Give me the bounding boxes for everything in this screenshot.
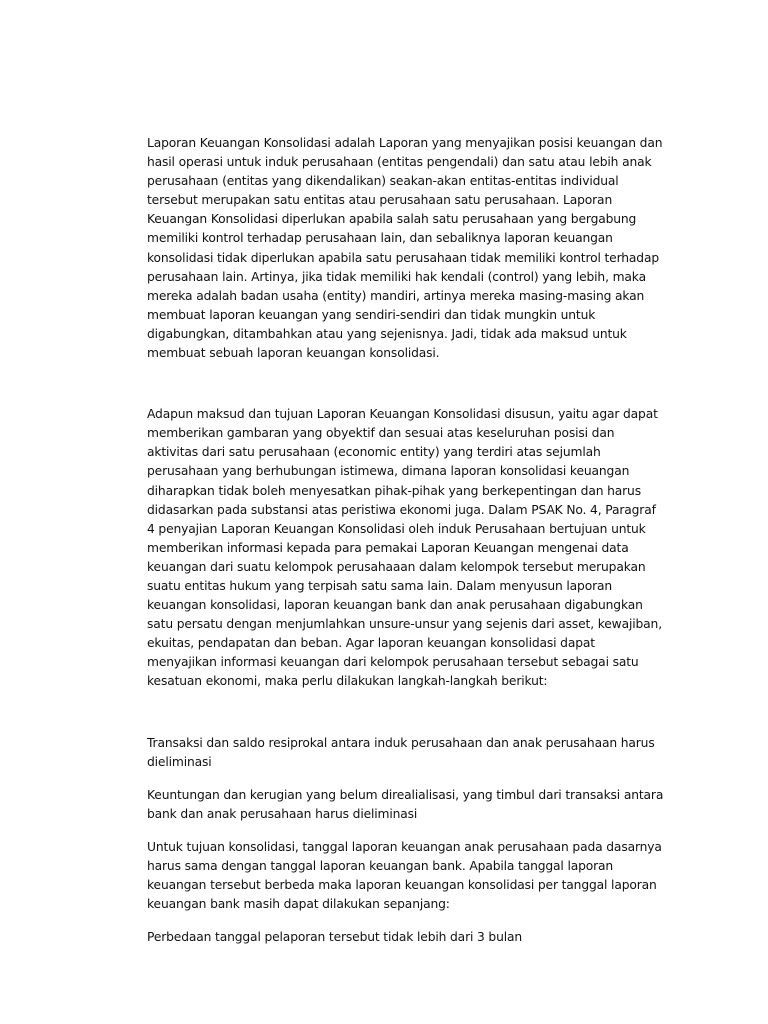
paragraph-condition: Perbedaan tanggal pelaporan tersebut tidak lebih dari 3 bulan [147,930,523,945]
paragraph-step-elimination: Transaksi dan saldo resiprokal antara induk perusahaan dan anak perusahaan harus dieliminasi [147,735,655,769]
paragraph-step-unrealized: Keuntungan dan kerugian yang belum direalialisasi, yang timbul dari transaksi antara bank dan anak perusahaan harus dieliminasi [147,787,664,821]
paragraph-purpose: Adapun maksud dan tujuan Laporan Keuangan Konsolidasi disusun, yaitu agar dapat memberikan gambaran yang obyektif dan sesuai atas keseluruhan posisi dan aktivitas dari satu perusahaan (economic entity) yang terdiri atas sejumlah perusahaan yang berhubungan istimewa, dimana laporan konsolidasi keuangan diharapkan tidak boleh menyesatkan pihak-pihak yang berkepentingan dan harus didasarkan pada substansi atas peristiwa ekonomi juga. Dalam PSAK No. 4, Paragraf 4 penyajian Laporan Keuangan Konsolidasi oleh induk Perusahaan bertujuan untuk memberikan informasi kepada para pemakai Laporan Keuangan mengenai data keuangan dari suatu kelompok perusahaaan dalam kelompok tersebut merupakan suatu entitas hukum yang terpisah satu sama lain. Dalam menyusun laporan keuangan konsolidasi, laporan keuangan bank dan anak perusahaan digabungkan satu persatu dengan menjumlahkan unsure-unsur yang sejenis dari asset, kewajiban, ekuitas, pendapatan dan beban. Agar laporan keuangan konsolidasi dapat menyajikan informasi keuangan dari kelompok perusahaan tersebut sebagai satu kesatuan ekonomi, maka perlu dilakukan langkah-langkah berikut: [147,407,662,689]
paragraph-step-reporting-date: Untuk tujuan konsolidasi, tanggal laporan keuangan anak perusahaan pada dasarnya harus sama dengan tanggal laporan keuangan bank. Apabila tanggal laporan keuangan tersebut berbeda maka laporan keuangan konsolidasi per tanggal laporan keuangan bank masih dapat dilakukan sepanjang: [147,839,662,912]
paragraph-definition: Laporan Keuangan Konsolidasi adalah Laporan yang menyajikan posisi keuangan dan hasil operasi untuk induk perusahaan (entitas pengendali) dan satu atau lebih anak perusahaan (entitas yang dikendalikan) seakan-akan entitas-entitas individual tersebut merupakan satu entitas atau perusahaan satu perusahaan. Laporan Keuangan Konsolidasi diperlukan apabila salah satu perusahaan yang bergabung memiliki kontrol terhadap perusahaan lain, dan sebaliknya laporan keuangan konsolidasi tidak diperlukan apabila satu perusahaan tidak memiliki kontrol terhadap perusahaan lain. Artinya, jika tidak memiliki hak kendali (control) yang lebih, maka mereka adalah badan usaha (entity) mandiri, artinya mereka masing-masing akan membuat laporan keuangan yang sendiri-sendiri dan tidak mungkin untuk digabungkan, ditambahkan atau yang sejenisnya. Jadi, tidak ada maksud untuk membuat sebuah laporan keuangan konsolidasi. [147,136,663,361]
document-body [147,134,667,947]
